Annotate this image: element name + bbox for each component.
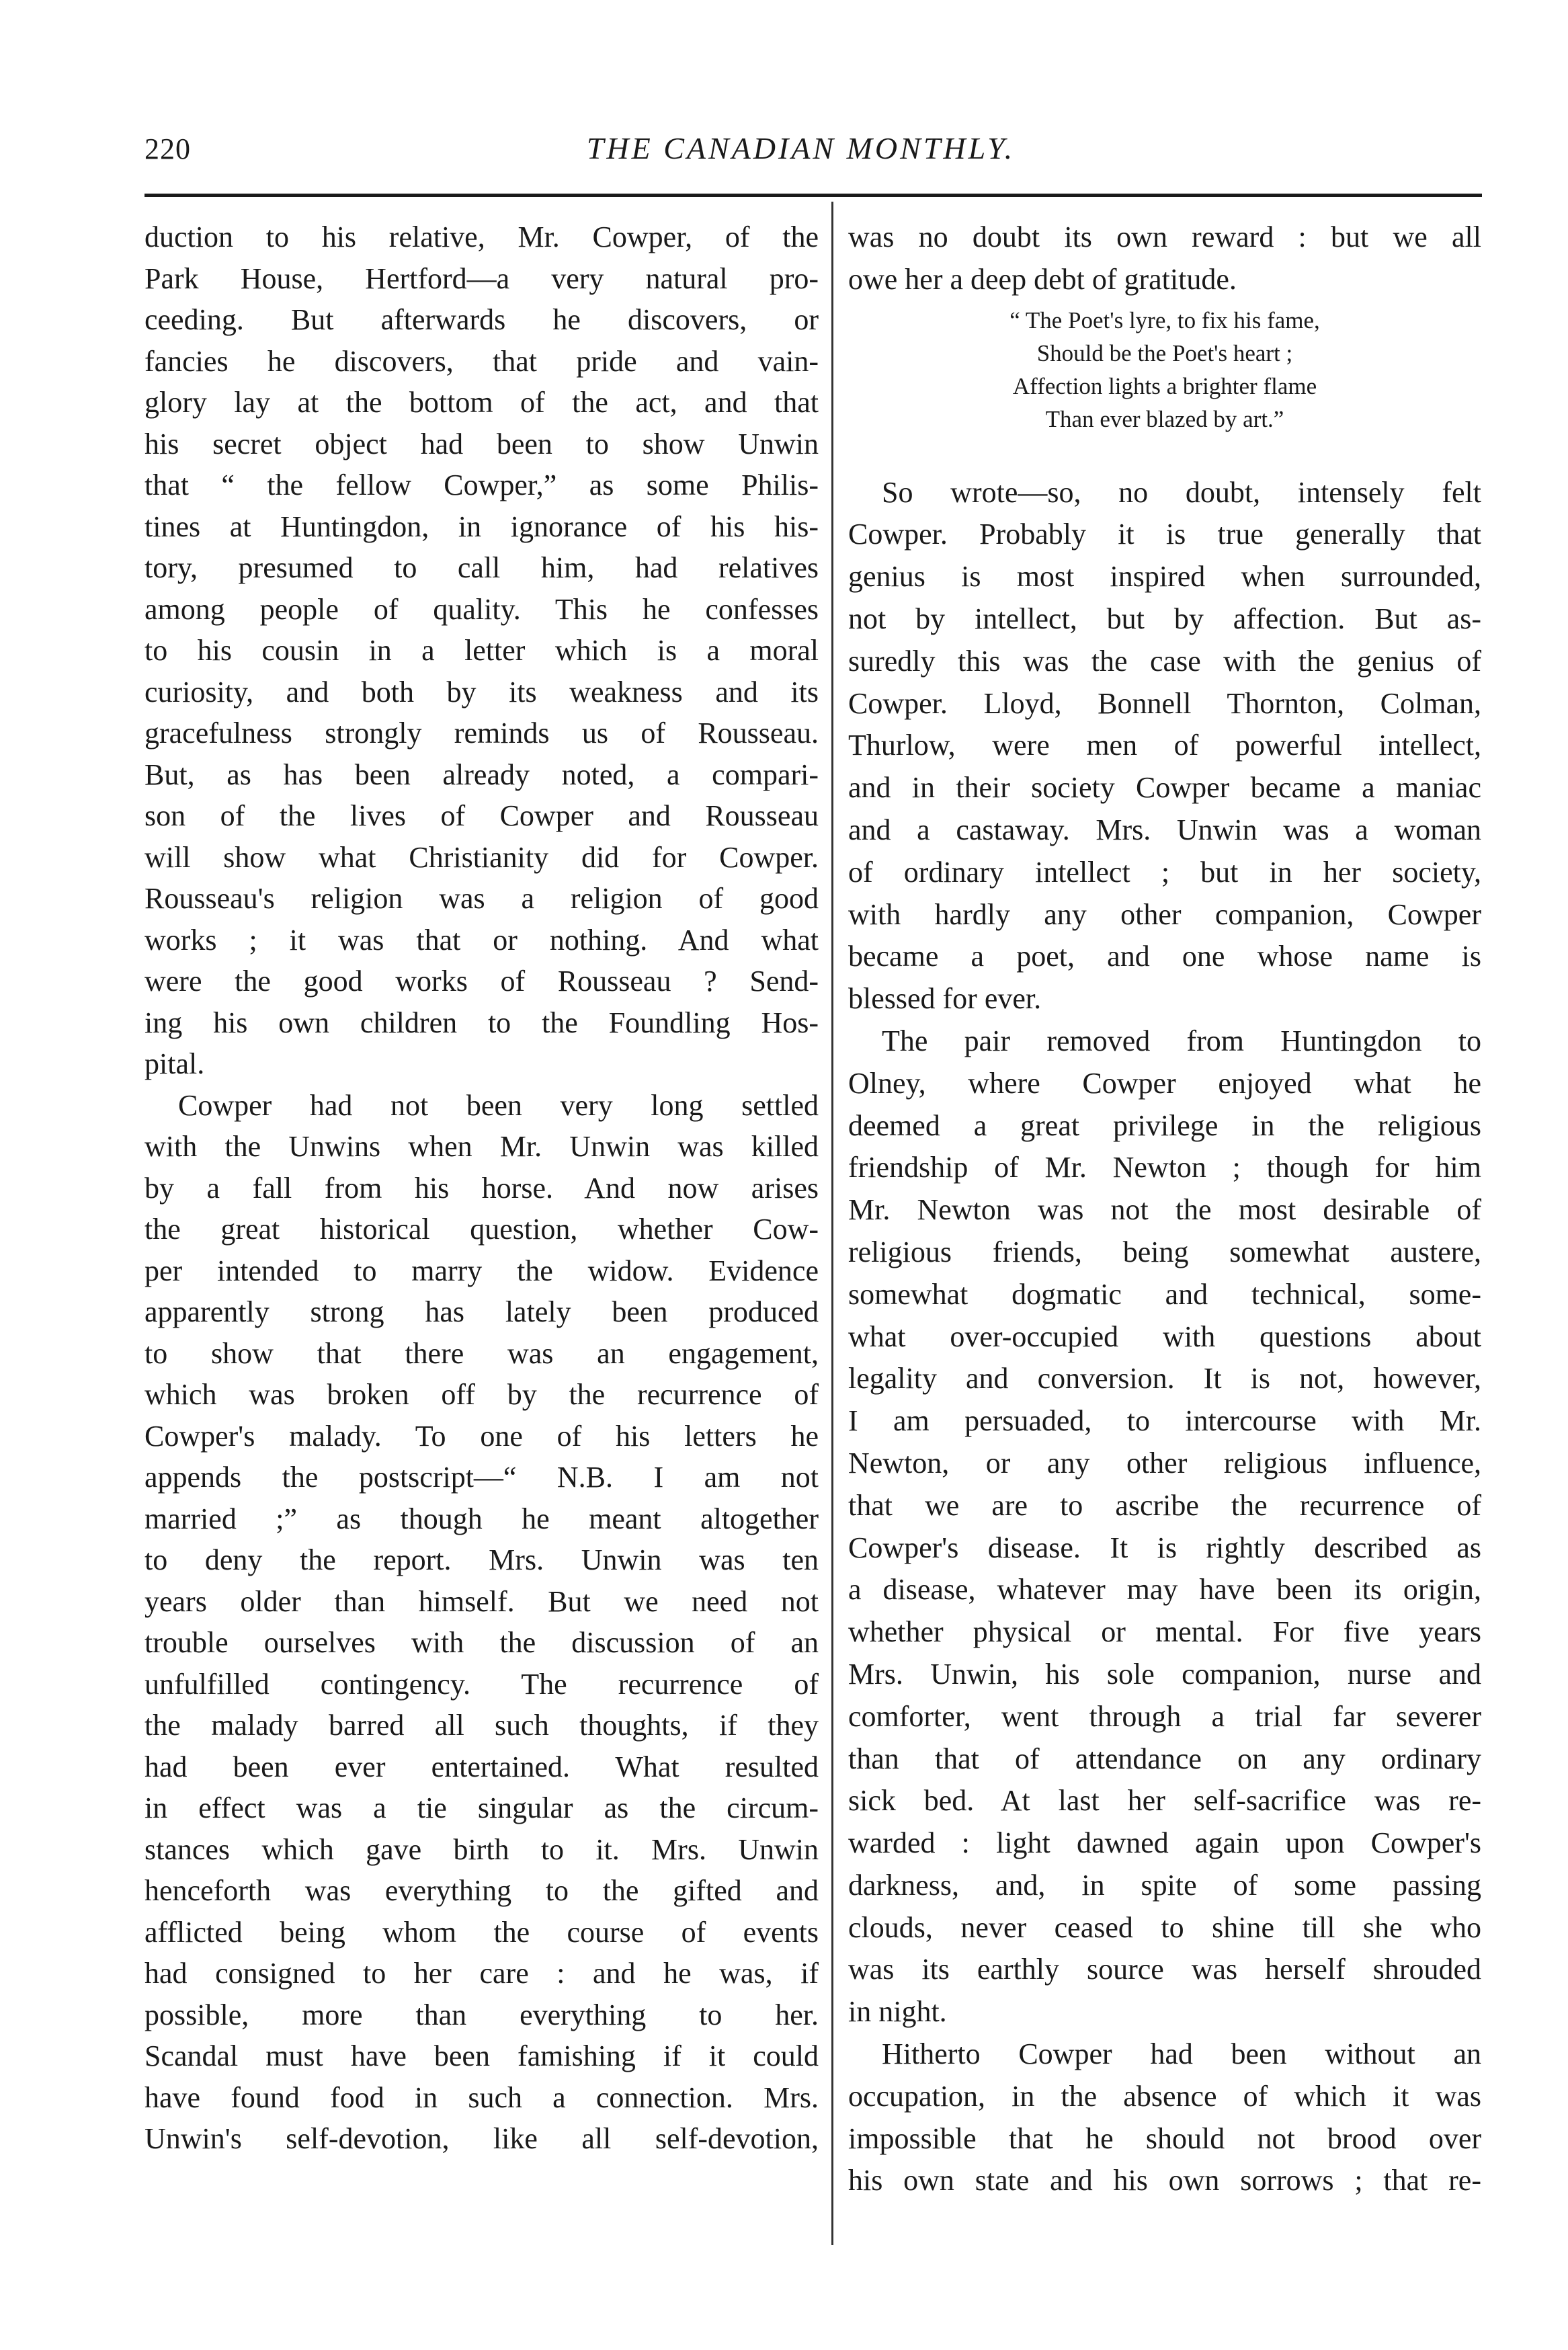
text-line: what over-occupied with questions about: [848, 1320, 1481, 1353]
text-line: sick bed. At last her self-sacrifice was re-: [848, 1784, 1481, 1818]
text-line: and a castaway. Mrs. Unwin was a woman: [848, 813, 1481, 846]
text-line: to deny the report. Mrs. Unwin was ten: [145, 1543, 819, 1576]
text-line: possible, more than everything to her.: [145, 1998, 819, 2031]
right-body: [848, 472, 1481, 2203]
text-line: became a poet, and one whose name is: [848, 940, 1481, 973]
text-line: ing his own children to the Foundling Hos-: [145, 1006, 819, 1039]
text-line: his own state and his own sorrows ; that re-: [848, 2164, 1481, 2197]
paragraph: [848, 472, 1481, 1020]
text-line: Rousseau's religion was a religion of good: [145, 882, 819, 915]
text-line: the great historical question, whether Cow-: [145, 1213, 819, 1246]
text-line: will show what Christianity did for Cowper.: [145, 840, 819, 874]
text-line: appends the postscript—“ N.B. I am not: [145, 1461, 819, 1494]
text-line: and in their society Cowper became a maniac: [848, 771, 1481, 805]
page-number: 220: [145, 132, 191, 165]
text-line: tines at Huntingdon, in ignorance of his his-: [145, 510, 819, 543]
text-line: Mrs. Unwin, his sole companion, nurse and: [848, 1657, 1481, 1691]
text-line: which was broken off by the recurrence of: [145, 1378, 819, 1411]
text-line: son of the lives of Cowper and Rousseau: [145, 799, 819, 832]
text-line: had been ever entertained. What resulted: [145, 1750, 819, 1783]
text-line: tory, presumed to call him, had relatives: [145, 551, 819, 584]
paragraph: [145, 1085, 819, 2160]
text-line: were the good works of Rousseau ? Send-: [145, 965, 819, 998]
text-line: a disease, whatever may have been its origin,: [848, 1573, 1481, 1607]
text-line: clouds, never ceased to shine till she who: [848, 1910, 1481, 1944]
text-line: So wrote—so, no doubt, intensely felt: [882, 475, 1481, 509]
text-line: comforter, went through a trial far severer: [848, 1699, 1481, 1733]
paragraph: [848, 216, 1481, 301]
text-line: whether physical or mental. For five years: [848, 1615, 1481, 1649]
text-line: in night.: [848, 1995, 947, 2029]
poem-line: Than ever blazed by art.”: [1045, 405, 1284, 432]
text-line: with the Unwins when Mr. Unwin was killed: [145, 1130, 819, 1163]
text-line: to show that there was an engagement,: [145, 1336, 819, 1370]
text-line: with hardly any other companion, Cowper: [848, 897, 1481, 931]
text-line: Hitherto Cowper had been without an: [882, 2037, 1481, 2071]
text-line: was no doubt its own reward : but we all: [848, 220, 1481, 253]
text-line: married ;” as though he meant altogether: [145, 1502, 819, 1535]
text-line: among people of quality. This he confesses: [145, 592, 819, 626]
text-line: the malady barred all such thoughts, if they: [145, 1709, 819, 1742]
text-line: Cowper's malady. To one of his letters he: [145, 1419, 819, 1453]
poem-line: “ The Poet's lyre, to fix his fame,: [1009, 307, 1320, 333]
text-line: pital.: [145, 1047, 205, 1080]
text-line: Cowper. Probably it is true generally that: [848, 518, 1481, 551]
text-line: I am persuaded, to intercourse with Mr.: [848, 1404, 1481, 1438]
text-line: curiosity, and both by its weakness and its: [145, 675, 819, 708]
poem-quote: [848, 301, 1481, 472]
text-line: works ; it was that or nothing. And what: [145, 923, 819, 957]
text-line: duction to his relative, Mr. Cowper, of the: [145, 220, 819, 253]
text-line: than that of attendance on any ordinary: [848, 1742, 1481, 1775]
text-line: legality and conversion. It is not, however,: [848, 1362, 1481, 1395]
paragraph: [848, 2033, 1481, 2202]
text-line: blessed for ever.: [848, 982, 1042, 1016]
text-line: Cowper's disease. It is rightly described as: [848, 1531, 1481, 1564]
text-line: of ordinary intellect ; but in her society,: [848, 855, 1481, 889]
text-line: Park House, Hertford—a very natural pro-: [145, 261, 819, 295]
text-line: per intended to marry the widow. Evidence: [145, 1254, 819, 1287]
text-line: was its earthly source was herself shrouded: [848, 1953, 1481, 1986]
right-column: [848, 216, 1481, 2202]
text-line: that we are to ascribe the recurrence of: [848, 1488, 1481, 1522]
text-line: in effect was a tie singular as the circum-: [145, 1791, 819, 1824]
text-line: trouble ourselves with the discussion of an: [145, 1626, 819, 1659]
text-line: years older than himself. But we need not: [145, 1584, 819, 1618]
text-line: Newton, or any other religious influence,: [848, 1446, 1481, 1480]
text-line: darkness, and, in spite of some passing: [848, 1868, 1481, 1902]
text-line: owe her a deep debt of gratitude.: [848, 262, 1237, 296]
text-line: glory lay at the bottom of the act, and that: [145, 386, 819, 419]
text-line: But, as has been already noted, a compari-: [145, 758, 819, 791]
header-rule: [145, 194, 1482, 197]
poem-line: Should be the Poet's heart ;: [1036, 339, 1293, 366]
text-line: impossible that he should not brood over: [848, 2121, 1481, 2155]
paragraph: [848, 1020, 1481, 2033]
text-line: have found food in such a connection. Mrs.: [145, 2080, 819, 2114]
text-line: Scandal must have been famishing if it could: [145, 2039, 819, 2072]
right-intro-paragraph: [848, 216, 1481, 301]
paragraph: [145, 216, 819, 1085]
text-line: religious friends, being somewhat austere,: [848, 1235, 1481, 1268]
column-divider: [831, 202, 833, 2245]
text-line: to his cousin in a letter which is a moral: [145, 634, 819, 667]
text-line: The pair removed from Huntingdon to: [882, 1024, 1481, 1057]
text-line: had consigned to her care : and he was, if: [145, 1957, 819, 1990]
text-line: henceforth was everything to the gifted and: [145, 1874, 819, 1907]
text-line: stances which gave birth to it. Mrs. Unwin: [145, 1832, 819, 1866]
text-line: that “ the fellow Cowper,” as some Philis-: [145, 469, 819, 501]
text-line: friendship of Mr. Newton ; though for him: [848, 1151, 1481, 1184]
text-line: by a fall from his horse. And now arises: [145, 1171, 819, 1205]
text-line: ceeding. But afterwards he discovers, or: [145, 303, 819, 336]
text-line: Olney, where Cowper enjoyed what he: [848, 1066, 1481, 1100]
text-line: Unwin's self-devotion, like all self-devotion,: [145, 2122, 819, 2155]
text-line: Thurlow, were men of powerful intellect,: [848, 729, 1481, 762]
text-line: afflicted being whom the course of events: [145, 1915, 819, 1949]
text-line: Mr. Newton was not the most desirable of: [848, 1193, 1481, 1227]
text-line: unfulfilled contingency. The recurrence of: [145, 1667, 819, 1701]
text-line: somewhat dogmatic and technical, some-: [848, 1277, 1481, 1311]
text-line: Cowper. Lloyd, Bonnell Thornton, Colman,: [848, 686, 1481, 720]
left-column: [145, 216, 819, 2160]
text-line: his secret object had been to show Unwin: [145, 427, 819, 460]
text-line: apparently strong has lately been produced: [145, 1295, 819, 1328]
text-line: warded : light dawned again upon Cowper's: [848, 1826, 1481, 1860]
text-line: Cowper had not been very long settled: [178, 1088, 819, 1122]
text-line: genius is most inspired when surrounded,: [848, 560, 1481, 594]
poem-line: Affection lights a brighter flame: [1012, 372, 1317, 399]
text-line: suredly this was the case with the genius of: [848, 644, 1481, 678]
text-line: deemed a great privilege in the religious: [848, 1108, 1481, 1142]
text-line: occupation, in the absence of which it was: [848, 2079, 1481, 2113]
text-line: gracefulness strongly reminds us of Rousseau.: [145, 717, 819, 749]
text-line: not by intellect, but by affection. But as-: [848, 602, 1481, 635]
running-title: THE CANADIAN MONTHLY.: [586, 131, 1016, 165]
text-line: fancies he discovers, that pride and vain-: [145, 344, 819, 378]
